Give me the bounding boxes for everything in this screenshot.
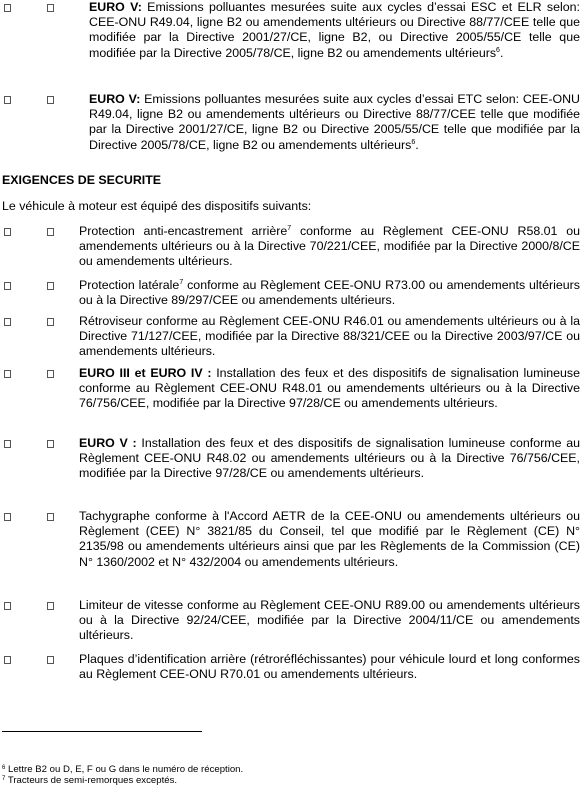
item-text: Tachygraphe conforme à l'Accord AETR de la CEE-ONU ou amendements ultérieurs ou Règlement (CEE) N° 3821/85 du Conseil, tel que modifié par le Règlement (CE) N° 2135/98 ou amendements ultérieurs ainsi que par les Règlements de la Commission (CE) N° 1360/2002 et N° 432/2004 ou amendements ultérieurs.	[79, 509, 580, 569]
footnote-6: $^6$ Lettre B2 ou D, E, F ou G dans le numéro de réception.	[2, 764, 244, 775]
item-text: Rétroviseur conforme au Règlement CEE-ONU R46.01 ou amendements ultérieurs ou à la Directive 71/127/CEE, modifiée par la Directive 88/321/CEE ou la Directive 2003/97/CE ou amendements ultérieurs.	[79, 314, 580, 359]
checkbox[interactable]	[47, 656, 54, 664]
checkbox[interactable]	[4, 228, 11, 236]
item-text: EURO V : Installation des feux et des dispositifs de signalisation lumineuse conforme au Règlement CEE-ONU R48.02 ou amendements ultérieurs ou à la Directive 76/756/CEE, modifiée par la Directive 97/28/CE ou amendements ultérieurs.	[79, 436, 580, 481]
checkbox[interactable]	[47, 96, 54, 104]
checkbox[interactable]	[47, 318, 54, 326]
checkbox[interactable]	[47, 370, 54, 378]
checkbox[interactable]	[4, 513, 11, 521]
footnote-ref: 7	[179, 279, 184, 286]
checkbox[interactable]	[4, 370, 11, 378]
item-bold-label: EURO III et EURO IV :	[79, 366, 212, 380]
item-text: Protection latérale$^7$ conforme au Règlement CEE-ONU R73.00 ou amendements ultérieurs ou à la Directive 89/297/CEE ou amendements ultérieurs.	[79, 278, 580, 308]
item-text: Plaques d’identification arrière (rétroréfléchissantes) pour véhicule lourd et long conformes au Règlement CEE-ONU R70.01 ou amendements ultérieurs.	[79, 652, 580, 682]
item-text: EURO III et EURO IV : Installation des feux et des dispositifs de signalisation lumineuse conforme au Règlement CEE-ONU R48.01 ou amendements ultérieurs ou à la Directive 76/756/CEE, modifiée par la Directive 97/28/CE ou amendements ultérieurs.	[79, 366, 580, 411]
checkbox[interactable]	[4, 282, 11, 290]
item-bold-label: EURO V:	[89, 92, 141, 106]
item-bold-label: EURO V:	[89, 0, 142, 14]
footnote-ref: 6	[496, 46, 500, 54]
checkbox[interactable]	[4, 4, 11, 12]
item-bold-label: EURO V :	[79, 436, 137, 450]
checkbox[interactable]	[4, 656, 11, 664]
item-text: Limiteur de vitesse conforme au Règlement CEE-ONU R89.00 ou amendements ultérieurs ou à la Directive 92/24/CEE, modifiée par la Directive 2004/11/CE ou amendements ultérieurs.	[79, 598, 580, 643]
checkbox[interactable]	[47, 4, 54, 12]
footnote-ref: 7	[287, 225, 292, 232]
item-text: EURO V: Emissions polluantes mesurées suite aux cycles d’essai ESC et ELR selon: CEE-ONU R49.04, ligne B2 ou amendements ultérieurs ou Directive 88/77/CEE telle que modifiée par la Directive 2001/27/CE, ligne B2, ou Directive 2005/55/CE telle que modifiée par la Directive 2005/78/CE, ligne B2 ou amendements ultérieurs$^6$.	[89, 0, 580, 60]
checkbox[interactable]	[47, 282, 54, 290]
checkbox[interactable]	[4, 440, 11, 448]
section-heading: EXIGENCES DE SECURITE	[2, 173, 162, 187]
checkbox[interactable]	[4, 318, 11, 326]
checkbox[interactable]	[47, 513, 54, 521]
item-text: Protection anti-encastrement arrière$^7$ conforme au Règlement CEE-ONU R58.01 ou amendements ultérieurs ou à la Directive 70/221/CEE, modifiée par la Directive 2000/8/CE ou amendements ultérieurs.	[79, 224, 580, 269]
checkbox[interactable]	[47, 228, 54, 236]
section-intro: Le véhicule à moteur est équipé des dispositifs suivants:	[2, 199, 312, 213]
checkbox[interactable]	[47, 440, 54, 448]
checkbox[interactable]	[4, 602, 11, 610]
footnote-ref: 6	[411, 138, 416, 146]
item-text: EURO V: Emissions polluantes mesurées suite aux cycles d’essai ETC selon: CEE-ONU R49.04, ligne B2 ou amendements ultérieurs ou Directive 88/77/CEE telle que modifiée par la Directive 2001/27/CE, ligne B2 ou Directive 2005/55/CE telle que modifiée par la Directive 2005/78/CE, ligne B2 ou amendements ultérieurs$^6$.	[89, 92, 580, 152]
checkbox[interactable]	[4, 96, 11, 104]
checkbox[interactable]	[47, 602, 54, 610]
footnote-7: $^7$ Tracteurs de semi-remorques exceptés.	[2, 775, 178, 786]
footnote-separator	[2, 731, 202, 732]
